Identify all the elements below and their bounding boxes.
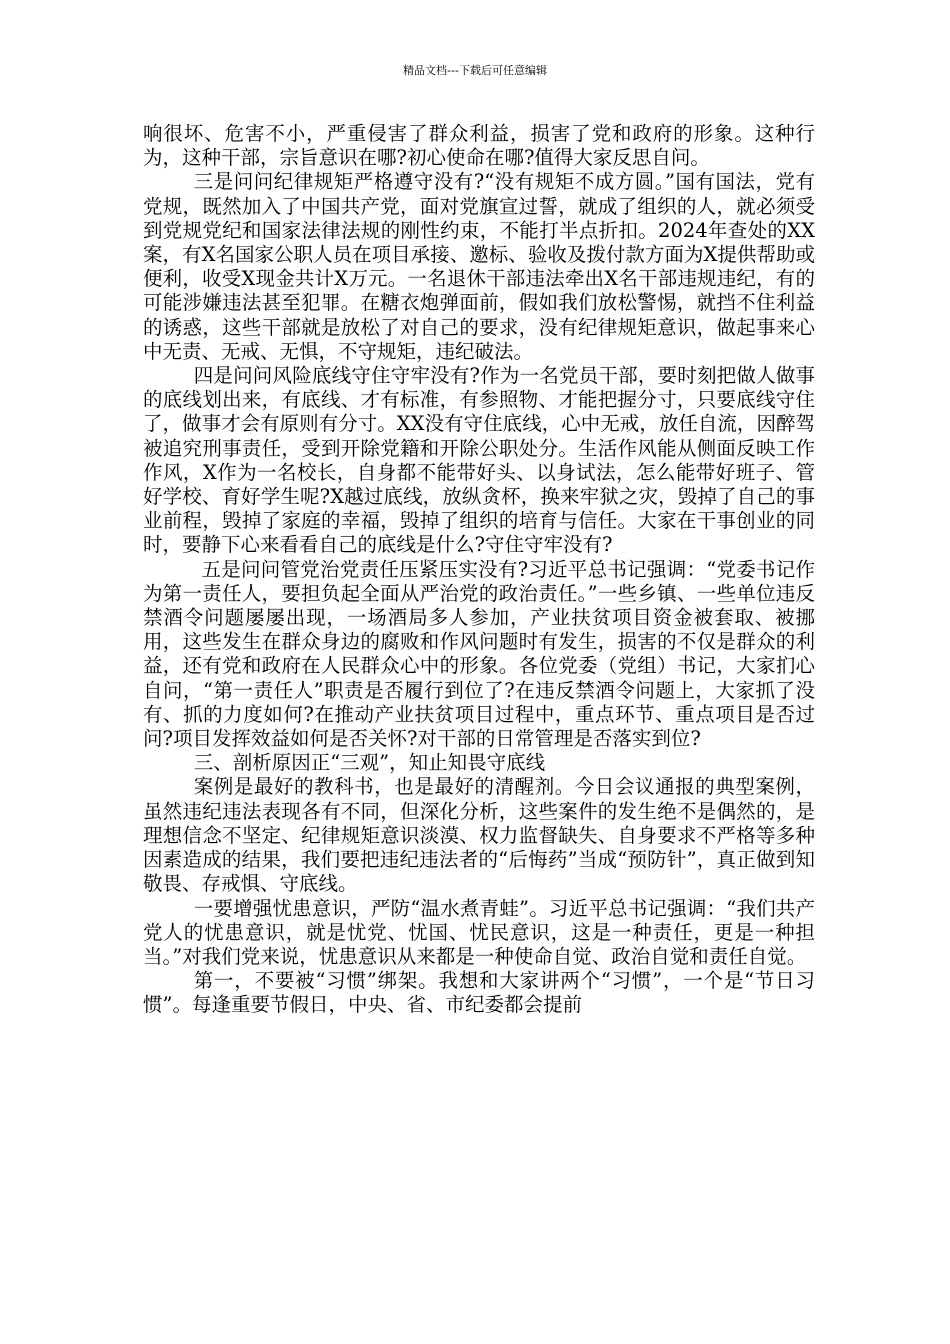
document-body — [143, 122, 815, 1018]
section-heading-three: 三、剖析原因正“三观”，知止知畏守底线 — [193, 751, 546, 775]
paragraph-continuation: 响很坏、危害不小，严重侵害了群众利益，损害了党和政府的形象。这种行为，这种干部，宗旨意识在哪?初心使命在哪?值得大家反思自问。 — [143, 122, 815, 170]
paragraph-risk-bottom-line: 四是问问风险底线守住守牢没有?作为一名党员干部，要时刻把做人做事的底线划出来，有底线、才有标准，有参照物、才能把握分寸，只要底线守住了，做事才会有原则有分寸。XX没有守住底线，心中无戒，放任自流，因醉驾被追究刑事责任，受到开除党籍和开除公职处分。生活作风能从侧面反映工作作风，X作为一名校长，自身都不能带好头、以身试法，怎么能带好班子、管好学校、育好学生呢?X越过底线，放纵贪杯，换来牢狱之灾，毁掉了自己的事业前程，毁掉了家庭的幸福，毁掉了组织的培育与信任。大家在干事创业的同时，要静下心来看看自己的底线是什么?守住守牢没有? — [143, 364, 815, 557]
paragraph-sense-of-crisis: 一要增强忧患意识，严防“温水煮青蛙”。习近平总书记强调：“我们共产党人的忧患意识，就是忧党、忧国、忧民意识，这是一种责任，更是一种担当。”对我们党来说，忧患意识从来都是一种使命自觉、政治自觉和责任自觉。 — [143, 896, 815, 968]
paragraph-party-responsibility: 五是问问管党治党责任压紧压实没有?习近平总书记强调：“党委书记作为第一责任人，要担负起全面从严治党的政治责任。”一些乡镇、一些单位违反禁酒令问题屡屡出现，一场酒局多人参加，产业扶贫项目资金被套取、被挪用，这些发生在群众身边的腐败和作风问题时有发生，损害的不仅是群众的利益，还有党和政府在人民群众心中的形象。各位党委（党组）书记，大家扪心自问，“第一责任人”职责是否履行到位了?在违反禁酒令问题上，大家抓了没有、抓的力度如何?在推动产业扶贫项目过程中，重点环节、重点项目是否过问?项目发挥效益如何是否关怀?对干部的日常管理是否落实到位? — [143, 557, 815, 751]
paragraph-habits: 第一，不要被“习惯”绑架。我想和大家讲两个“习惯”，一个是“节日习惯”。每逢重要节假日，中央、省、市纪委都会提前 — [143, 969, 815, 1017]
paragraph-discipline-rules: 三是问问纪律规矩严格遵守没有?“没有规矩不成方圆。”国有国法，党有党规，既然加入了中国共产党，面对党旗宣过誓，就成了组织的人，就必须受到党规党纪和国家法律法规的刚性约束，不能打半点折扣。2024年查处的XX案，有X名国家公职人员在项目承接、邀标、验收及拨付款方面为X提供帮助或便利，收受X现金共计X万元。一名退休干部违法牵出X名干部违规违纪，有的可能涉嫌违法甚至犯罪。在糖衣炮弹面前，假如我们放松警惕，就挡不住利益的诱惑，这些干部就是放松了对自己的要求，没有纪律规矩意识，做起事来心中无责、无戒、无惧，不守规矩，违纪破法。 — [143, 170, 815, 363]
page-header: 精品文档---下载后可任意编辑 — [403, 64, 547, 77]
paragraph-case-analysis: 案例是最好的教科书，也是最好的清醒剂。今日会议通报的典型案例，虽然违纪违法表现各有不同，但深化分析，这些案件的发生绝不是偶然的，是理想信念不坚定、纪律规矩意识淡漠、权力监督缺失、自身要求不严格等多种因素造成的结果，我们要把违纪违法者的“后悔药”当成“预防针”，真正做到知敬畏、存戒惧、守底线。 — [143, 775, 815, 896]
